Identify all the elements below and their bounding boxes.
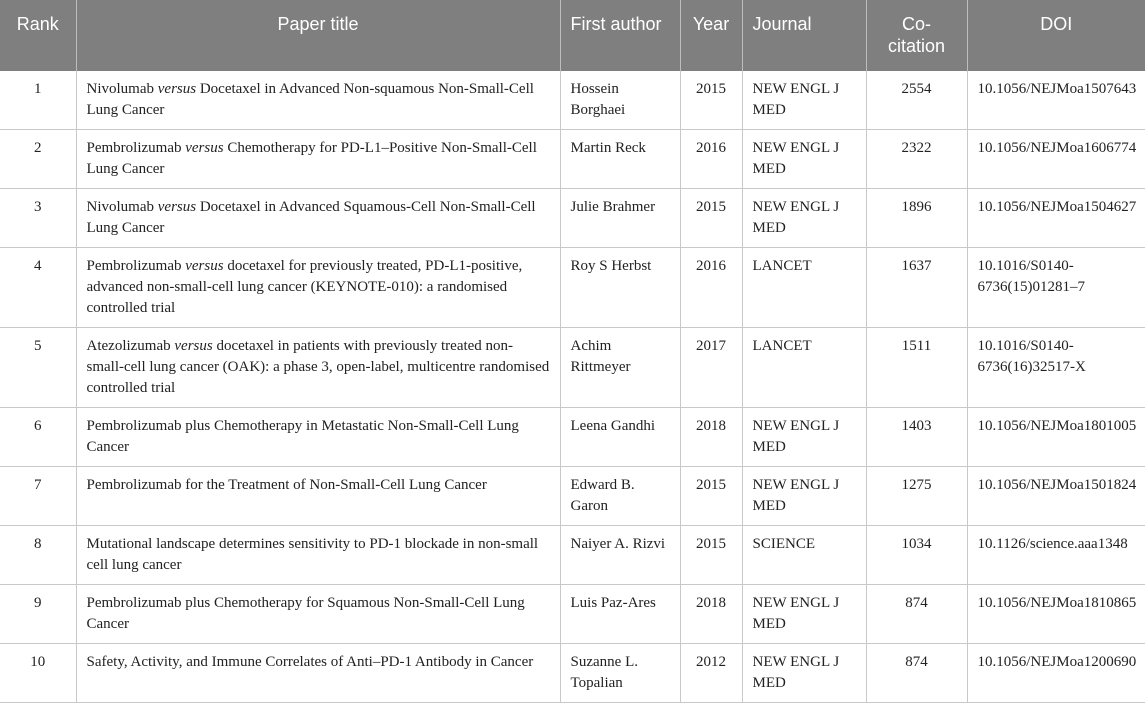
cell-rank: 7	[0, 467, 76, 526]
cell-first-author: Edward B. Garon	[560, 467, 680, 526]
cell-year: 2016	[680, 248, 742, 328]
cell-paper-title	[76, 585, 560, 644]
title-text: Mutational landscape determines sensitivity to PD-1 blockade in non-small cell lung cancer	[86, 536, 539, 573]
cell-journal: LANCET	[742, 248, 866, 328]
title-emphasis: versus	[157, 199, 197, 215]
cell-cocitation: 874	[866, 644, 967, 703]
cell-first-author: Naiyer A. Rizvi	[560, 526, 680, 585]
cell-doi: 10.1056/NEJMoa1501824	[967, 467, 1145, 526]
cell-journal: NEW ENGL J MED	[742, 408, 866, 467]
cell-year: 2015	[680, 467, 742, 526]
table-row	[0, 71, 1145, 130]
header-cocitation: Co-citation	[866, 0, 967, 71]
cell-journal: NEW ENGL J MED	[742, 71, 866, 130]
cell-cocitation: 1511	[866, 328, 967, 408]
cell-journal: NEW ENGL J MED	[742, 189, 866, 248]
title-text-rest: Docetaxel in Advanced Squamous-Cell Non-Small-Cell Lung Cancer	[86, 199, 536, 236]
cell-paper-title	[76, 526, 560, 585]
header-doi: DOI	[967, 0, 1145, 71]
table-row	[0, 526, 1145, 585]
cell-doi: 10.1056/NEJMoa1606774	[967, 130, 1145, 189]
header-journal: Journal	[742, 0, 866, 71]
cell-cocitation: 1275	[866, 467, 967, 526]
title-text: Atezolizumab	[86, 338, 175, 354]
cell-first-author: Roy S Herbst	[560, 248, 680, 328]
cell-year: 2018	[680, 585, 742, 644]
cell-first-author: Suzanne L. Topalian	[560, 644, 680, 703]
cell-journal: NEW ENGL J MED	[742, 467, 866, 526]
cell-paper-title	[76, 408, 560, 467]
cell-paper-title	[76, 644, 560, 703]
cell-first-author: Achim Rittmeyer	[560, 328, 680, 408]
cell-doi: 10.1056/NEJMoa1801005	[967, 408, 1145, 467]
cell-cocitation: 1637	[866, 248, 967, 328]
title-text: Pembrolizumab for the Treatment of Non-Small-Cell Lung Cancer	[86, 477, 487, 493]
cell-doi: 10.1056/NEJMoa1810865	[967, 585, 1145, 644]
cell-doi: 10.1126/science.aaa1348	[967, 526, 1145, 585]
title-text-rest: docetaxel for previously treated, PD-L1-positive, advanced non-small-cell lung cancer (KEYNOTE-010): a randomised controlled trial	[86, 258, 523, 316]
cell-doi: 10.1056/NEJMoa1507643	[967, 71, 1145, 130]
cell-first-author: Martin Reck	[560, 130, 680, 189]
header-first-author: First author	[560, 0, 680, 71]
header-paper-title: Paper title	[76, 0, 560, 71]
table-row	[0, 467, 1145, 526]
cell-year: 2012	[680, 644, 742, 703]
cell-paper-title	[76, 467, 560, 526]
title-text: Pembrolizumab	[86, 258, 186, 274]
cell-paper-title	[76, 328, 560, 408]
cell-first-author: Hossein Borghaei	[560, 71, 680, 130]
cell-cocitation: 1034	[866, 526, 967, 585]
cell-paper-title	[76, 189, 560, 248]
cell-year: 2018	[680, 408, 742, 467]
title-emphasis: versus	[185, 258, 224, 274]
cell-first-author: Julie Brahmer	[560, 189, 680, 248]
cell-cocitation: 874	[866, 585, 967, 644]
cell-journal: NEW ENGL J MED	[742, 585, 866, 644]
table-row	[0, 408, 1145, 467]
title-text: Pembrolizumab plus Chemotherapy for Squamous Non-Small-Cell Lung Cancer	[86, 595, 525, 632]
cell-journal: NEW ENGL J MED	[742, 130, 866, 189]
title-text: Pembrolizumab	[86, 140, 186, 156]
title-text-rest: docetaxel in patients with previously treated non-small-cell lung cancer (OAK): a phase 3, open-label, multicentre randomised controlled trial	[86, 338, 550, 396]
title-text: Safety, Activity, and Immune Correlates of Anti–PD-1 Antibody in Cancer	[86, 654, 534, 670]
table-body	[0, 71, 1145, 703]
cell-rank: 2	[0, 130, 76, 189]
cell-journal: NEW ENGL J MED	[742, 644, 866, 703]
cell-rank: 9	[0, 585, 76, 644]
table-row	[0, 585, 1145, 644]
table-row	[0, 644, 1145, 703]
cell-journal: LANCET	[742, 328, 866, 408]
cell-year: 2016	[680, 130, 742, 189]
table-row	[0, 130, 1145, 189]
header-year: Year	[680, 0, 742, 71]
cell-paper-title	[76, 130, 560, 189]
cell-doi: 10.1016/S0140-6736(15)01281–7	[967, 248, 1145, 328]
table-row	[0, 189, 1145, 248]
cell-year: 2015	[680, 189, 742, 248]
cell-journal: SCIENCE	[742, 526, 866, 585]
cell-year: 2017	[680, 328, 742, 408]
cell-rank: 8	[0, 526, 76, 585]
cell-cocitation: 2554	[866, 71, 967, 130]
cell-rank: 5	[0, 328, 76, 408]
title-text: Nivolumab	[86, 199, 158, 215]
cell-cocitation: 1896	[866, 189, 967, 248]
cell-doi: 10.1016/S0140-6736(16)32517-X	[967, 328, 1145, 408]
header-rank: Rank	[0, 0, 76, 71]
cell-rank: 1	[0, 71, 76, 130]
cell-year: 2015	[680, 71, 742, 130]
header-row	[0, 0, 1145, 71]
cell-cocitation: 2322	[866, 130, 967, 189]
table-row	[0, 328, 1145, 408]
cell-first-author: Luis Paz-Ares	[560, 585, 680, 644]
cell-doi: 10.1056/NEJMoa1504627	[967, 189, 1145, 248]
title-text: Pembrolizumab plus Chemotherapy in Metastatic Non-Small-Cell Lung Cancer	[86, 418, 519, 455]
cell-paper-title	[76, 248, 560, 328]
title-emphasis: versus	[185, 140, 224, 156]
title-emphasis: versus	[157, 81, 197, 97]
cell-paper-title	[76, 71, 560, 130]
title-text: Nivolumab	[86, 81, 158, 97]
cell-rank: 4	[0, 248, 76, 328]
cell-cocitation: 1403	[866, 408, 967, 467]
cell-first-author: Leena Gandhi	[560, 408, 680, 467]
title-emphasis: versus	[174, 338, 213, 354]
table-row	[0, 248, 1145, 328]
cell-rank: 10	[0, 644, 76, 703]
cell-doi: 10.1056/NEJMoa1200690	[967, 644, 1145, 703]
cell-rank: 6	[0, 408, 76, 467]
cell-rank: 3	[0, 189, 76, 248]
title-text-rest: Docetaxel in Advanced Non-squamous Non-Small-Cell Lung Cancer	[86, 81, 534, 118]
cell-year: 2015	[680, 526, 742, 585]
title-text-rest: Chemotherapy for PD-L1–Positive Non-Small-Cell Lung Cancer	[86, 140, 537, 177]
